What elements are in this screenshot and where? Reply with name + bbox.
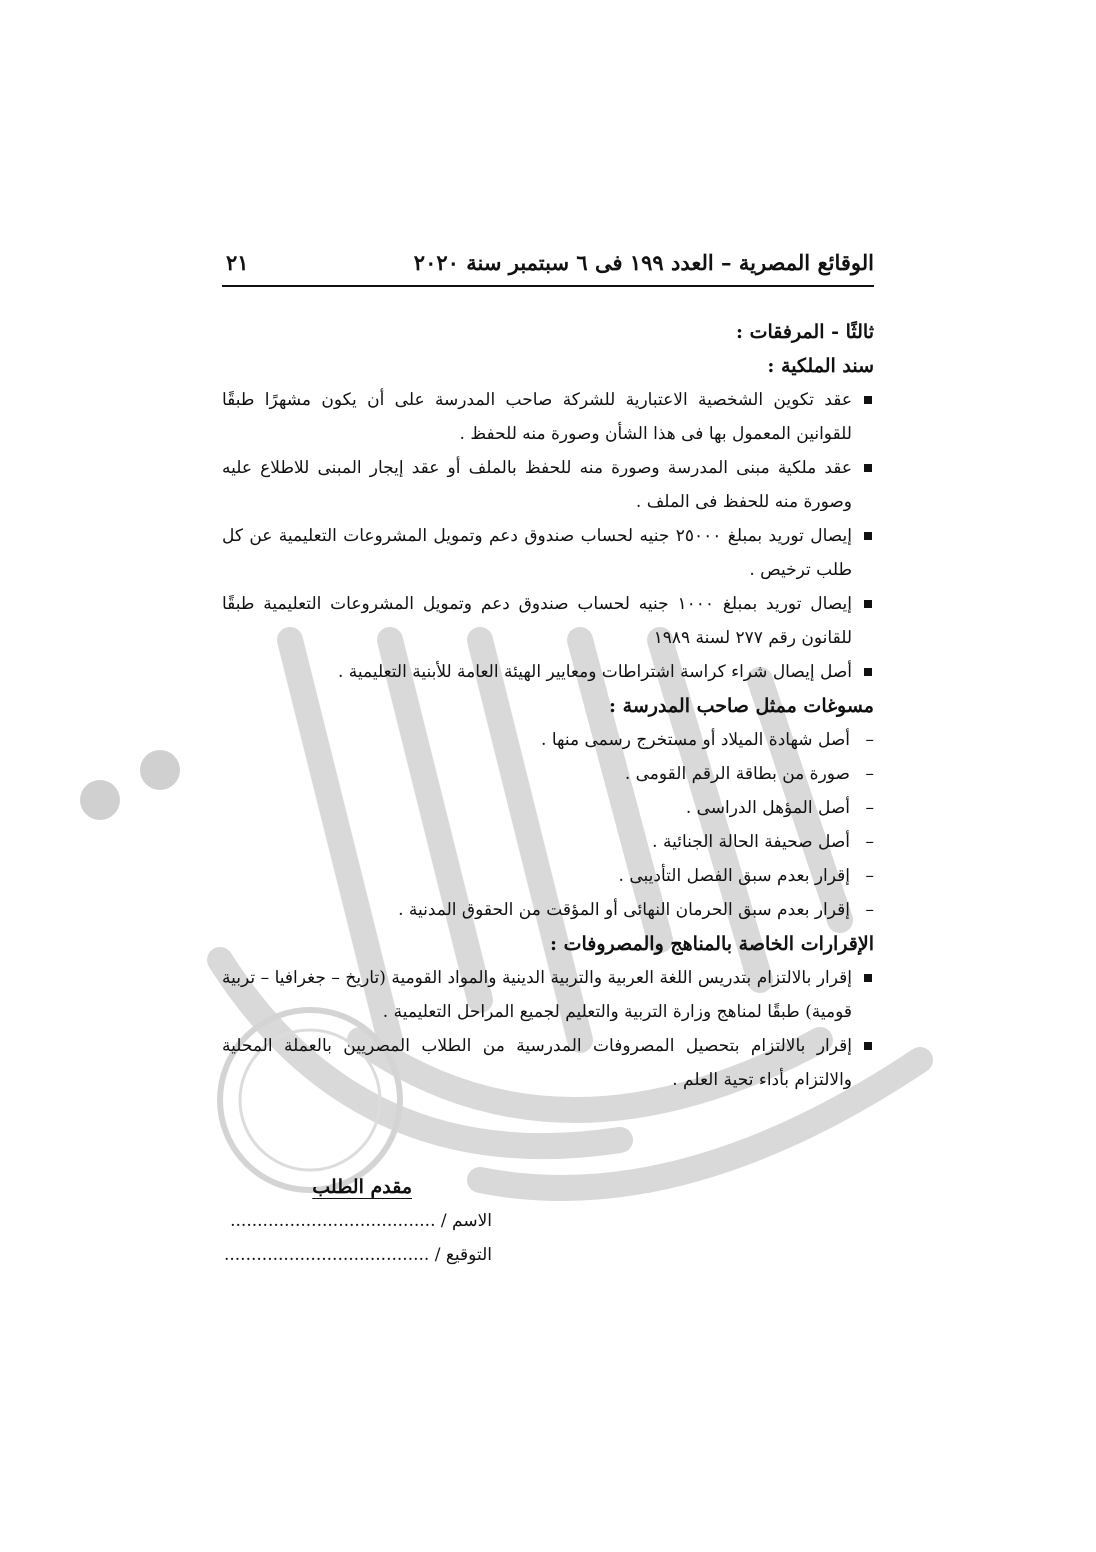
square-bullet-icon	[864, 464, 872, 472]
applicant-title: مقدم الطلب	[312, 1176, 412, 1198]
gazette-header	[222, 250, 874, 287]
attachments-title: ثالثًا - المرفقات :	[735, 321, 874, 343]
ownership-title: سند الملكية :	[767, 355, 874, 377]
dash-bullet-icon: –	[865, 798, 874, 818]
list-item: – أصل المؤهل الدراسى .	[222, 791, 874, 825]
square-bullet-icon	[864, 1042, 872, 1050]
list-item: – إقرار بعدم سبق الحرمان النهائى أو المؤقت من الحقوق المدنية .	[222, 893, 874, 927]
gazette-title: الوقائع المصرية – العدد ١٩٩ فى ٦ سبتمبر سنة ٢٠٢٠	[413, 250, 874, 275]
dash-bullet-icon: –	[865, 764, 874, 784]
list-item: إيصال توريد بمبلغ ٢٥٠٠٠ جنيه لحساب صندوق دعم وتمويل المشروعات التعليمية عن كل طلب ترخيص .	[222, 519, 874, 587]
dash-bullet-icon: –	[865, 730, 874, 750]
square-bullet-icon	[864, 396, 872, 404]
list-item: – صورة من بطاقة الرقم القومى .	[222, 757, 874, 791]
list-item: – إقرار بعدم سبق الفصل التأديبى .	[222, 859, 874, 893]
document-page	[222, 250, 874, 1265]
name-label: الاسم /	[440, 1211, 492, 1231]
square-bullet-icon	[864, 668, 872, 676]
dash-bullet-icon: –	[865, 832, 874, 852]
list-item: – أصل شهادة الميلاد أو مستخرج رسمى منها .	[222, 723, 874, 757]
name-field[interactable]: ......................................	[230, 1211, 436, 1231]
list-item: إقرار بالالتزام بتحصيل المصروفات المدرسية من الطلاب المصريين بالعملة المحلية والالتزام بأداء تحية العلم .	[222, 1029, 874, 1097]
ownership-list	[222, 383, 874, 689]
list-item: – أصل صحيفة الحالة الجنائية .	[222, 825, 874, 859]
list-item: عقد تكوين الشخصية الاعتبارية للشركة صاحب المدرسة على أن يكون مشهرًا طبقًا للقوانين المعمول بها فى هذا الشأن وصورة منه للحفظ .	[222, 383, 874, 451]
list-item: إيصال توريد بمبلغ ١٠٠٠ جنيه لحساب صندوق دعم وتمويل المشروعات التعليمية طبقًا للقانون رقم ٢٧٧ لسنة ١٩٨٩	[222, 587, 874, 655]
signature-field[interactable]: ......................................	[223, 1245, 430, 1265]
list-item: إقرار بالالتزام بتدريس اللغة العربية والتربية الدينية والمواد القومية (تاريخ – جغرافيا – تربية قومية) طبقًا لمناهج وزارة التربية والتعليم لجميع المراحل التعليمية .	[222, 961, 874, 1029]
dash-bullet-icon: –	[865, 900, 874, 920]
square-bullet-icon	[864, 532, 872, 540]
square-bullet-icon	[864, 600, 872, 608]
representative-list	[222, 723, 874, 927]
dash-bullet-icon: –	[865, 866, 874, 886]
signature-block	[222, 1170, 492, 1272]
declarations-title: الإقرارات الخاصة بالمناهج والمصروفات :	[550, 933, 874, 955]
name-line	[222, 1204, 492, 1238]
signature-line	[222, 1238, 492, 1272]
square-bullet-icon	[864, 974, 872, 982]
signature-label: التوقيع /	[434, 1245, 492, 1265]
page-number: ٢١	[226, 250, 249, 275]
declarations-list	[222, 961, 874, 1097]
list-item: أصل إيصال شراء كراسة اشتراطات ومعايير الهيئة العامة للأبنية التعليمية .	[222, 655, 874, 689]
list-item: عقد ملكية مبنى المدرسة وصورة منه للحفظ بالملف أو عقد إيجار المبنى للاطلاع عليه وصورة منه للحفظ فى الملف .	[222, 451, 874, 519]
representative-title: مسوغات ممثل صاحب المدرسة :	[609, 695, 874, 717]
